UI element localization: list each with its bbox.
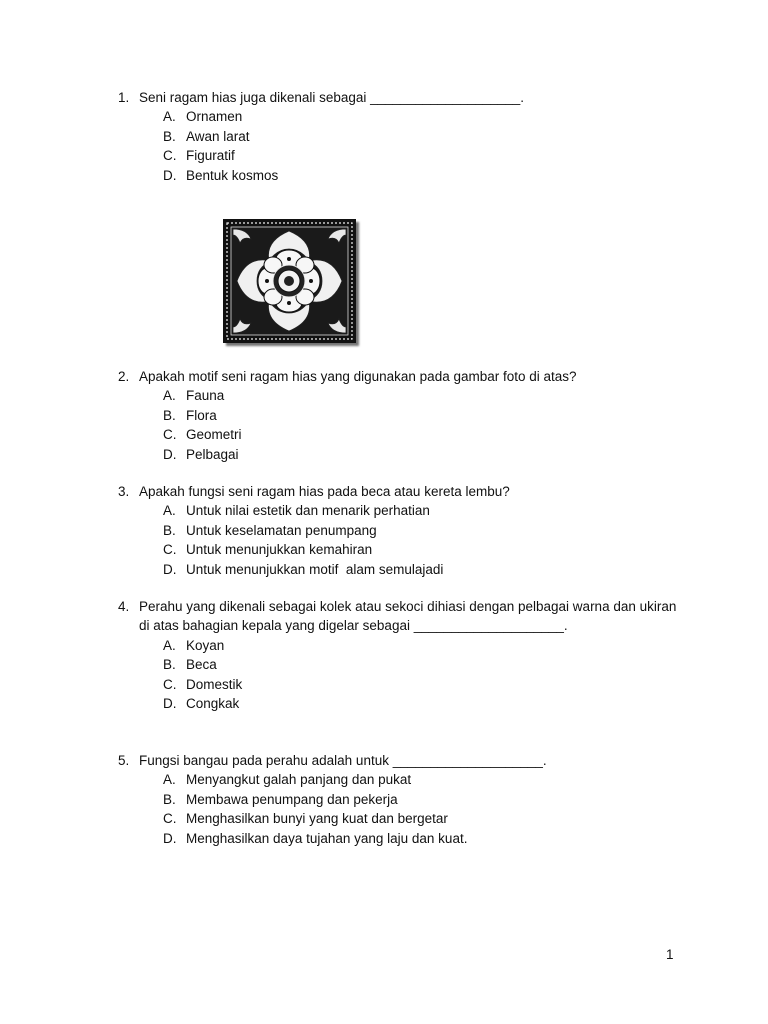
option-text: Menghasilkan bunyi yang kuat dan bergetar — [186, 811, 448, 827]
question-text: Fungsi bangau pada perahu adalah untuk ____________________. — [139, 753, 547, 768]
option-d — [163, 166, 678, 185]
option-d — [163, 829, 678, 848]
option-text: Bentuk kosmos — [186, 167, 279, 183]
option-c — [163, 809, 678, 828]
question-number: 1. — [118, 90, 130, 105]
option-text: Domestik — [186, 676, 243, 692]
question-2 — [118, 367, 678, 464]
option-b — [163, 406, 678, 425]
option-text: Untuk nilai estetik dan menarik perhatian — [186, 503, 430, 519]
option-text: Ornamen — [186, 109, 243, 125]
question-text: Apakah motif seni ragam hias yang digunakan pada gambar foto di atas? — [139, 369, 577, 384]
option-text: Flora — [186, 407, 217, 423]
option-b — [163, 521, 678, 540]
question-text: Perahu yang dikenali sebagai kolek atau sekoci dihiasi dengan pelbagai warna dan ukiran di atas bahagian kepala yang digelar sebagai ____________________. — [139, 599, 677, 634]
floral-ornament-icon — [223, 219, 356, 343]
option-letter: B. — [163, 791, 176, 807]
option-c — [163, 425, 678, 444]
option-text: Menghasilkan daya tujahan yang laju dan kuat. — [186, 830, 468, 846]
option-text: Koyan — [186, 637, 225, 653]
option-letter: C. — [163, 676, 177, 692]
option-text: Untuk keselamatan penumpang — [186, 522, 377, 538]
option-b — [163, 655, 678, 674]
option-letter: C. — [163, 427, 177, 443]
question-3 — [118, 482, 678, 579]
question-number: 3. — [118, 484, 130, 499]
question-4 — [118, 597, 678, 713]
question-text: Apakah fungsi seni ragam hias pada beca atau kereta lembu? — [139, 484, 510, 499]
option-letter: D. — [163, 561, 177, 577]
option-c — [163, 675, 678, 694]
option-letter: D. — [163, 696, 177, 712]
question-5 — [118, 751, 678, 848]
option-letter: D. — [163, 167, 177, 183]
option-a — [163, 770, 678, 789]
option-text: Beca — [186, 657, 217, 673]
question-text: Seni ragam hias juga dikenali sebagai ____________________. — [139, 90, 525, 105]
page-number: 1 — [666, 947, 674, 962]
option-d — [163, 445, 678, 464]
option-letter: A. — [163, 109, 176, 125]
option-a — [163, 636, 678, 655]
option-letter: C. — [163, 148, 177, 164]
option-letter: B. — [163, 128, 176, 144]
option-d — [163, 694, 678, 713]
option-text: Untuk menunjukkan motif alam semulajadi — [186, 561, 444, 577]
option-letter: C. — [163, 542, 177, 558]
question-number: 4. — [118, 599, 130, 614]
option-text: Fauna — [186, 388, 225, 404]
question-1 — [118, 88, 678, 185]
option-letter: C. — [163, 811, 177, 827]
question-number: 2. — [118, 369, 130, 384]
question-number: 5. — [118, 753, 130, 768]
option-a — [163, 501, 678, 520]
option-letter: B. — [163, 657, 176, 673]
option-a — [163, 107, 678, 126]
option-letter: B. — [163, 522, 176, 538]
option-letter: D. — [163, 830, 177, 846]
option-text: Membawa penumpang dan pekerja — [186, 791, 398, 807]
option-letter: A. — [163, 637, 176, 653]
option-letter: A. — [163, 503, 176, 519]
option-text: Figuratif — [186, 148, 235, 164]
option-letter: A. — [163, 772, 176, 788]
option-a — [163, 386, 678, 405]
option-d — [163, 560, 678, 579]
option-text: Congkak — [186, 696, 240, 712]
option-b — [163, 790, 678, 809]
option-b — [163, 127, 678, 146]
option-letter: D. — [163, 446, 177, 462]
option-c — [163, 540, 678, 559]
option-c — [163, 146, 678, 165]
option-text: Untuk menunjukkan kemahiran — [186, 542, 373, 558]
option-letter: B. — [163, 407, 176, 423]
option-text: Pelbagai — [186, 446, 239, 462]
option-letter: A. — [163, 388, 176, 404]
option-text: Geometri — [186, 427, 242, 443]
option-text: Menyangkut galah panjang dan pukat — [186, 772, 412, 788]
option-text: Awan larat — [186, 128, 250, 144]
